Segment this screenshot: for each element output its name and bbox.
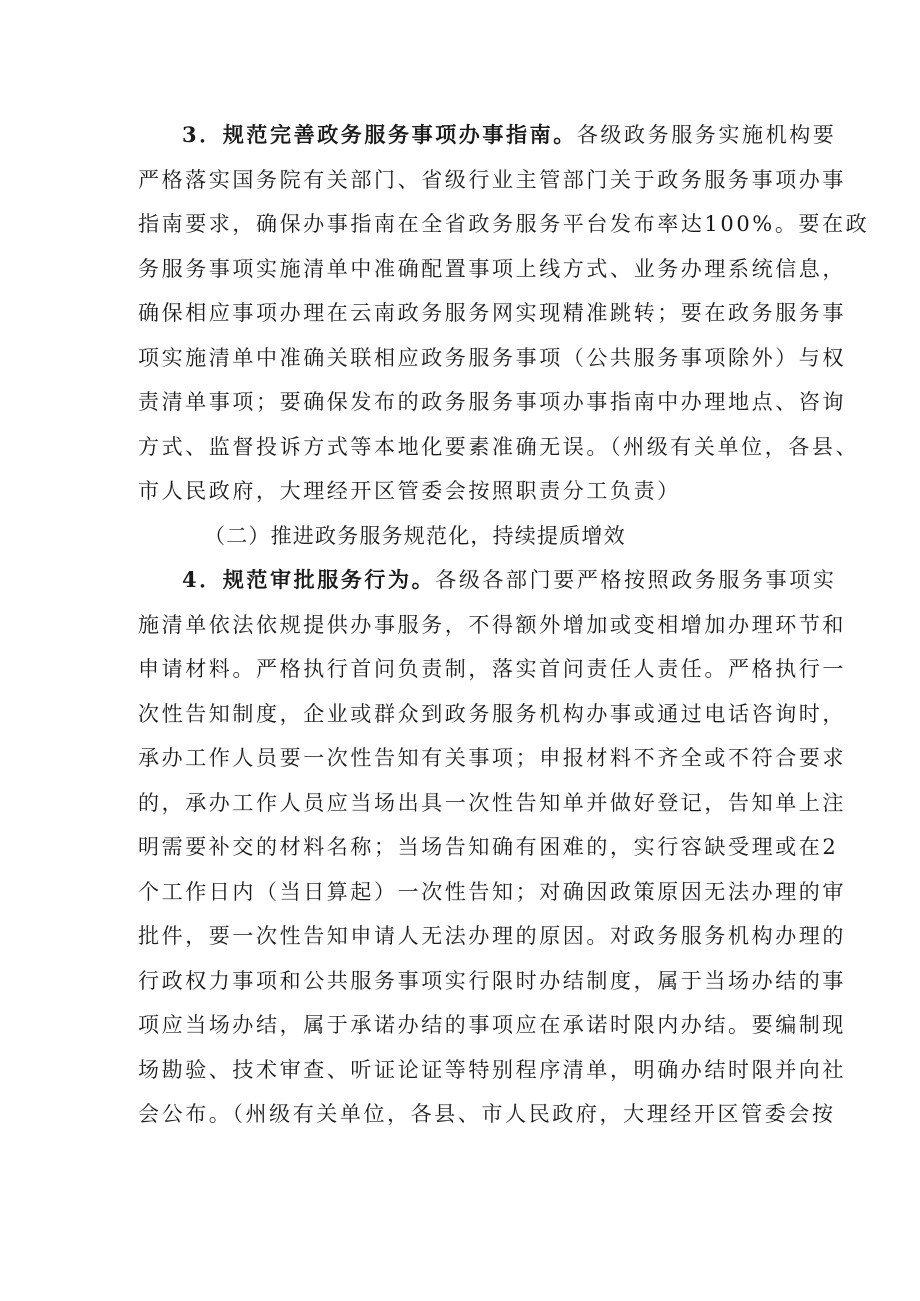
document-page xyxy=(138,113,870,1137)
line-text: 各级各部门要严格按照政务服务事项实 xyxy=(435,568,837,592)
paragraph-line: 次性告知制度，企业或群众到政务服务机构办事或通过电话咨询时， xyxy=(138,701,846,726)
paragraph-item-4 xyxy=(138,558,846,1137)
paragraph-line xyxy=(138,558,837,603)
paragraph-line: 承办工作人员要一次性告知有关事项；申报材料不齐全或不符合要求 xyxy=(138,746,846,770)
paragraph-line: 个工作日内（当日算起）一次性告知；对确因政策原因无法办理的审 xyxy=(138,879,846,904)
paragraph-line: 责清单事项；要确保发布的政务服务事项办事指南中办理地点、咨询 xyxy=(138,390,846,414)
paragraph-line: 务服务事项实施清单中准确配置事项上线方式、业务办理系统信息， xyxy=(138,256,846,281)
paragraph-line: 严格落实国务院有关部门、省级行业主管部门关于政务服务事项办事 xyxy=(138,167,846,192)
paragraph-line: 场勘验、技术审查、听证论证等特别程序清单，明确办结时限并向社 xyxy=(138,1057,846,1082)
paragraph-line: 项实施清单中准确关联相应政务服务事项（公共服务事项除外）与权 xyxy=(138,345,846,370)
section-heading: （二）推进政务服务规范化，持续提质增效 xyxy=(204,523,626,548)
paragraph-line: 施清单依法依规提供办事服务，不得额外增加或变相增加办理环节和 xyxy=(138,612,846,637)
item-title: 规范审批服务行为。 xyxy=(222,567,436,592)
paragraph-line xyxy=(138,113,837,158)
item-number: 4． xyxy=(182,567,223,592)
paragraph-line: 的，承办工作人员应当场出具一次性告知单并做好登记，告知单上注 xyxy=(138,790,846,815)
paragraph-item-3 xyxy=(138,113,870,514)
paragraph-line: 市人民政府，大理经开区管委会按照职责分工负责） xyxy=(138,479,681,503)
item-title: 规范完善政务服务事项办事指南。 xyxy=(222,122,577,147)
line-text: 各级政务服务实施机构要 xyxy=(576,123,837,147)
paragraph-line: 申请材料。严格执行首问负责制，落实首问责任人责任。严格执行一 xyxy=(138,657,846,681)
paragraph-line: 行政权力事项和公共服务事项实行限时办结制度，属于当场办结的事 xyxy=(138,968,846,993)
paragraph-line: 指南要求，确保办事指南在全省政务服务平台发布率达100%。要在政 xyxy=(138,212,870,236)
paragraph-line: 确保相应事项办理在云南政务服务网实现精准跳转；要在政务服务事 xyxy=(138,301,846,325)
paragraph-line: 会公布。（州级有关单位，各县、市人民政府，大理经开区管委会按 xyxy=(138,1102,836,1126)
paragraph-line: 方式、监督投诉方式等本地化要素准确无误。（州级有关单位，各县、 xyxy=(138,434,860,459)
paragraph-line: 批件，要一次性告知申请人无法办理的原因。对政务服务机构办理的 xyxy=(138,924,846,948)
item-number: 3． xyxy=(182,122,223,147)
paragraph-line: 项应当场办结，属于承诺办结的事项应在承诺时限内办结。要编制现 xyxy=(138,1013,846,1037)
paragraph-line: 明需要补交的材料名称；当场告知确有困难的，实行容缺受理或在2 xyxy=(138,835,839,859)
